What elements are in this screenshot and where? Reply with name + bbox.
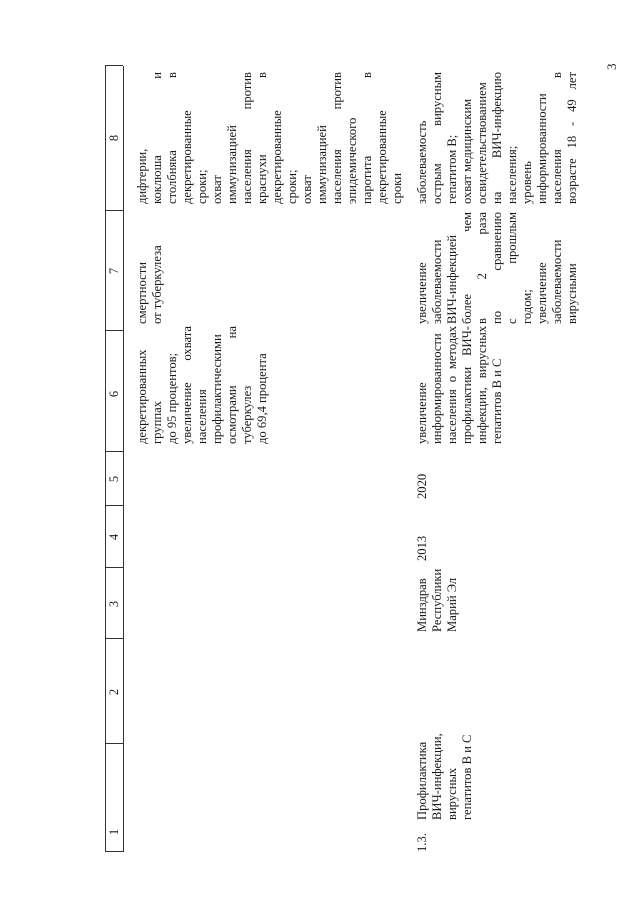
col-sep bbox=[105, 65, 123, 66]
program-table bbox=[105, 66, 598, 852]
row-1-3-consequences-cell: увеличение заболеваемости ВИЧ-инфекцией более чем в 2 раза по сравнению с прошлым годом; увеличение заболеваемости вирусными bbox=[415, 212, 579, 324]
row-1-3-end-year: 2020 bbox=[415, 473, 429, 499]
col-header-5: 5 bbox=[107, 475, 121, 483]
col-header-7: 7 bbox=[107, 267, 121, 275]
table-top-rule bbox=[105, 66, 106, 852]
row-1-3-executor-cell: Минздрав Республики Марий Эл bbox=[415, 568, 459, 632]
cont-col6-cell: декретированных группах до 95 процентов; увеличение охвата населения профилактическими осмотрами на туберкулез до 69,4 процента bbox=[135, 326, 269, 444]
table-header-rule bbox=[123, 66, 124, 852]
col-sep bbox=[105, 638, 123, 639]
col-header-3: 3 bbox=[107, 600, 121, 608]
col-header-4: 4 bbox=[107, 533, 121, 541]
col-sep bbox=[105, 567, 123, 568]
col-sep bbox=[105, 330, 123, 331]
row-1-3-result-cell: увеличение информированности населения о методах профилактики ВИЧ- инфекции, вирусных гепатитов В и С bbox=[415, 326, 504, 444]
col-header-6: 6 bbox=[107, 390, 121, 398]
row-1-3-indicators-cell: заболеваемость острым вирусным гепатитом В; охват медицинским освидетельствованием на ВИЧ-инфекцию населения; уровень информированности населения в возрасте 18 - 49 лет bbox=[415, 72, 579, 204]
col-sep bbox=[105, 743, 123, 744]
row-1-3-number: 1.3. bbox=[415, 833, 429, 852]
col-sep bbox=[105, 451, 123, 452]
col-sep bbox=[105, 505, 123, 506]
col-header-2: 2 bbox=[107, 688, 121, 696]
col-header-8: 8 bbox=[107, 134, 121, 142]
col-header-1: 1 bbox=[107, 828, 121, 836]
row-1-3-name-cell: Профилактика ВИЧ-инфекции, вирусных гепатитов В и С bbox=[415, 733, 474, 820]
page-number: 3 bbox=[604, 63, 619, 70]
row-1-3-start-year: 2013 bbox=[415, 535, 429, 561]
cont-col7-cell: смертности от туберкулеза bbox=[135, 245, 164, 324]
cont-col8-cell: дифтерии, коклюша и столбняка в декретированные сроки; охват иммунизацией населения против краснухи в декретированные сроки; охват иммунизацией населения против эпидемического паротита в декретированные сроки bbox=[135, 72, 404, 204]
col-sep bbox=[105, 210, 123, 211]
